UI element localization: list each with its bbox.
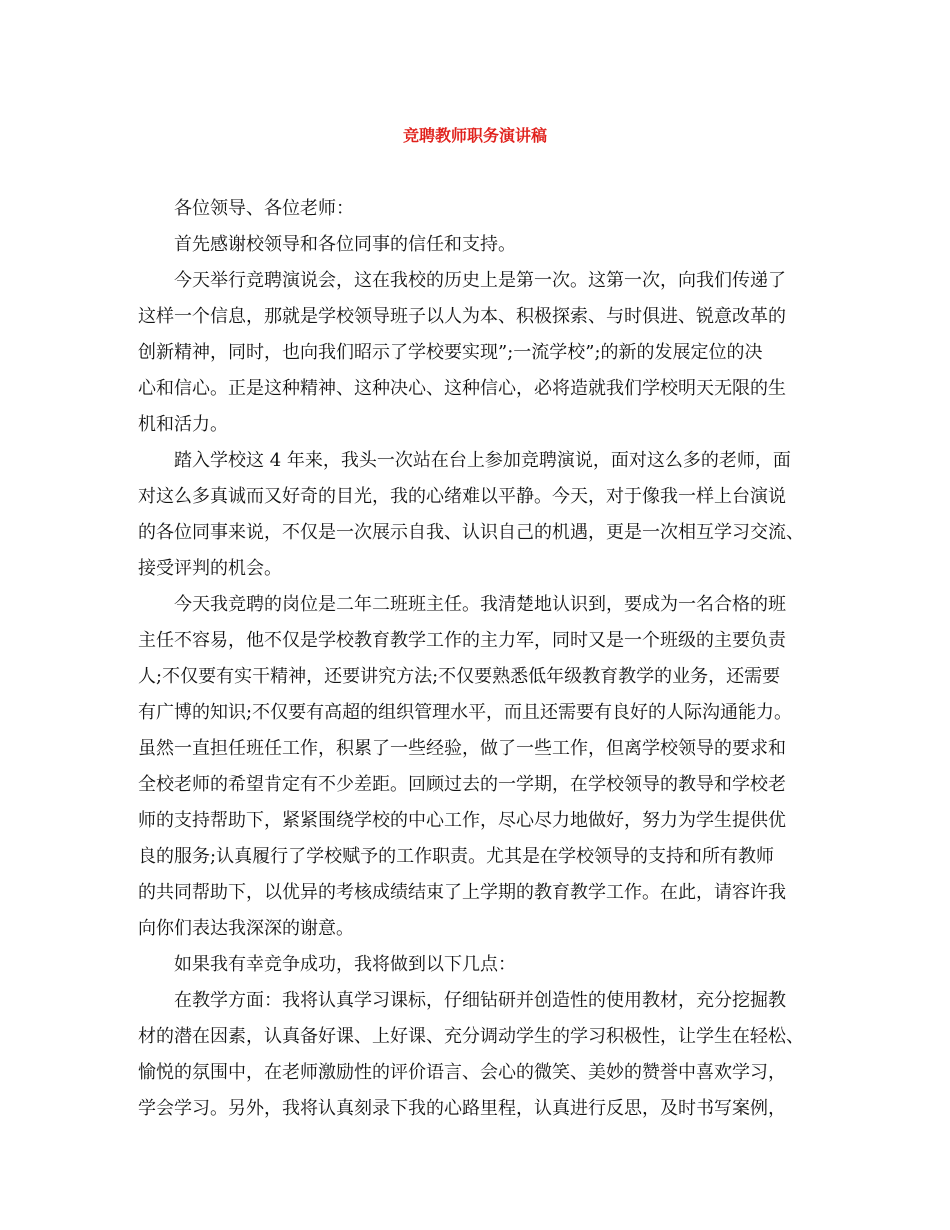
text-line: 各位领导、各位老师：	[174, 198, 354, 219]
text-line: 如果我有幸竞争成功，我将做到以下几点：	[174, 954, 516, 975]
text-line: 师的支持帮助下，紧紧围绕学校的中心工作，尽心尽力地做好，努力为学生提供优	[138, 810, 786, 831]
text-line: 今天举行竞聘演说会，这在我校的历史上是第一次。这第一次，向我们传递了	[174, 270, 786, 291]
paragraph	[138, 263, 828, 443]
text-line: 这样一个信息，那就是学校领导班子以人为本、积极探索、与时俱进、锐意改革的	[138, 306, 786, 327]
paragraph	[138, 191, 828, 227]
text-line: 机和活力。	[138, 414, 228, 435]
text-line: 的各位同事来说，不仅是一次展示自我、认识自己的机遇，更是一次相互学习交流、	[138, 522, 804, 543]
paragraph	[138, 587, 828, 947]
paragraph	[138, 947, 828, 983]
text-line: 今天我竞聘的岗位是二年二班班主任。我清楚地认识到，要成为一名合格的班	[174, 594, 786, 615]
paragraph	[138, 443, 828, 587]
text-line: 的共同帮助下，以优异的考核成绩结束了上学期的教育教学工作。在此，请容许我	[138, 882, 786, 903]
document-title: 竞聘教师职务演讲稿	[402, 126, 547, 145]
text-line: 愉悦的氛围中，在老师激励性的评价语言、会心的微笑、美妙的赞誉中喜欢学习，	[138, 1062, 786, 1083]
text-line: 创新精神，同时，也向我们昭示了学校要实现”;一流学校”;的新的发展定位的决	[138, 342, 763, 363]
text-line: 踏入学校这 4 年来，我头一次站在台上参加竞聘演说，面对这么多的老师，面	[174, 450, 791, 471]
text-line: 在教学方面：我将认真学习课标，仔细钻研并创造性的使用教材，充分挖掘教	[174, 990, 786, 1011]
text-line: 材的潜在因素，认真备好课、上好课、充分调动学生的学习积极性，让学生在轻松、	[138, 1026, 804, 1047]
text-line: 向你们表达我深深的谢意。	[138, 918, 354, 939]
paragraph	[138, 227, 828, 263]
document-body	[138, 191, 828, 1127]
text-line: 对这么多真诚而又好奇的目光，我的心绪难以平静。今天，对于像我一样上台演说	[138, 486, 786, 507]
text-line: 良的服务;认真履行了学校赋予的工作职责。尤其是在学校领导的支持和所有教师	[138, 846, 775, 867]
text-line: 人;不仅要有实干精神，还要讲究方法;不仅要熟悉低年级教育教学的业务，还需要	[138, 666, 781, 687]
text-line: 心和信心。正是这种精神、这种决心、这种信心，必将造就我们学校明天无限的生	[138, 378, 786, 399]
text-line: 首先感谢校领导和各位同事的信任和支持。	[174, 234, 516, 255]
text-line: 主任不容易，他不仅是学校教育教学工作的主力军，同时又是一个班级的主要负责	[138, 630, 786, 651]
text-line: 学会学习。另外，我将认真刻录下我的心路里程，认真进行反思，及时书写案例，	[138, 1098, 786, 1119]
text-line: 虽然一直担任班任工作，积累了一些经验，做了一些工作，但离学校领导的要求和	[138, 738, 786, 759]
text-line: 接受评判的机会。	[138, 558, 282, 579]
text-line: 全校老师的希望肯定有不少差距。回顾过去的一学期，在学校领导的教导和学校老	[138, 774, 786, 795]
text-line: 有广博的知识;不仅要有高超的组织管理水平，而且还需要有良好的人际沟通能力。	[138, 702, 793, 723]
paragraph	[138, 983, 828, 1127]
